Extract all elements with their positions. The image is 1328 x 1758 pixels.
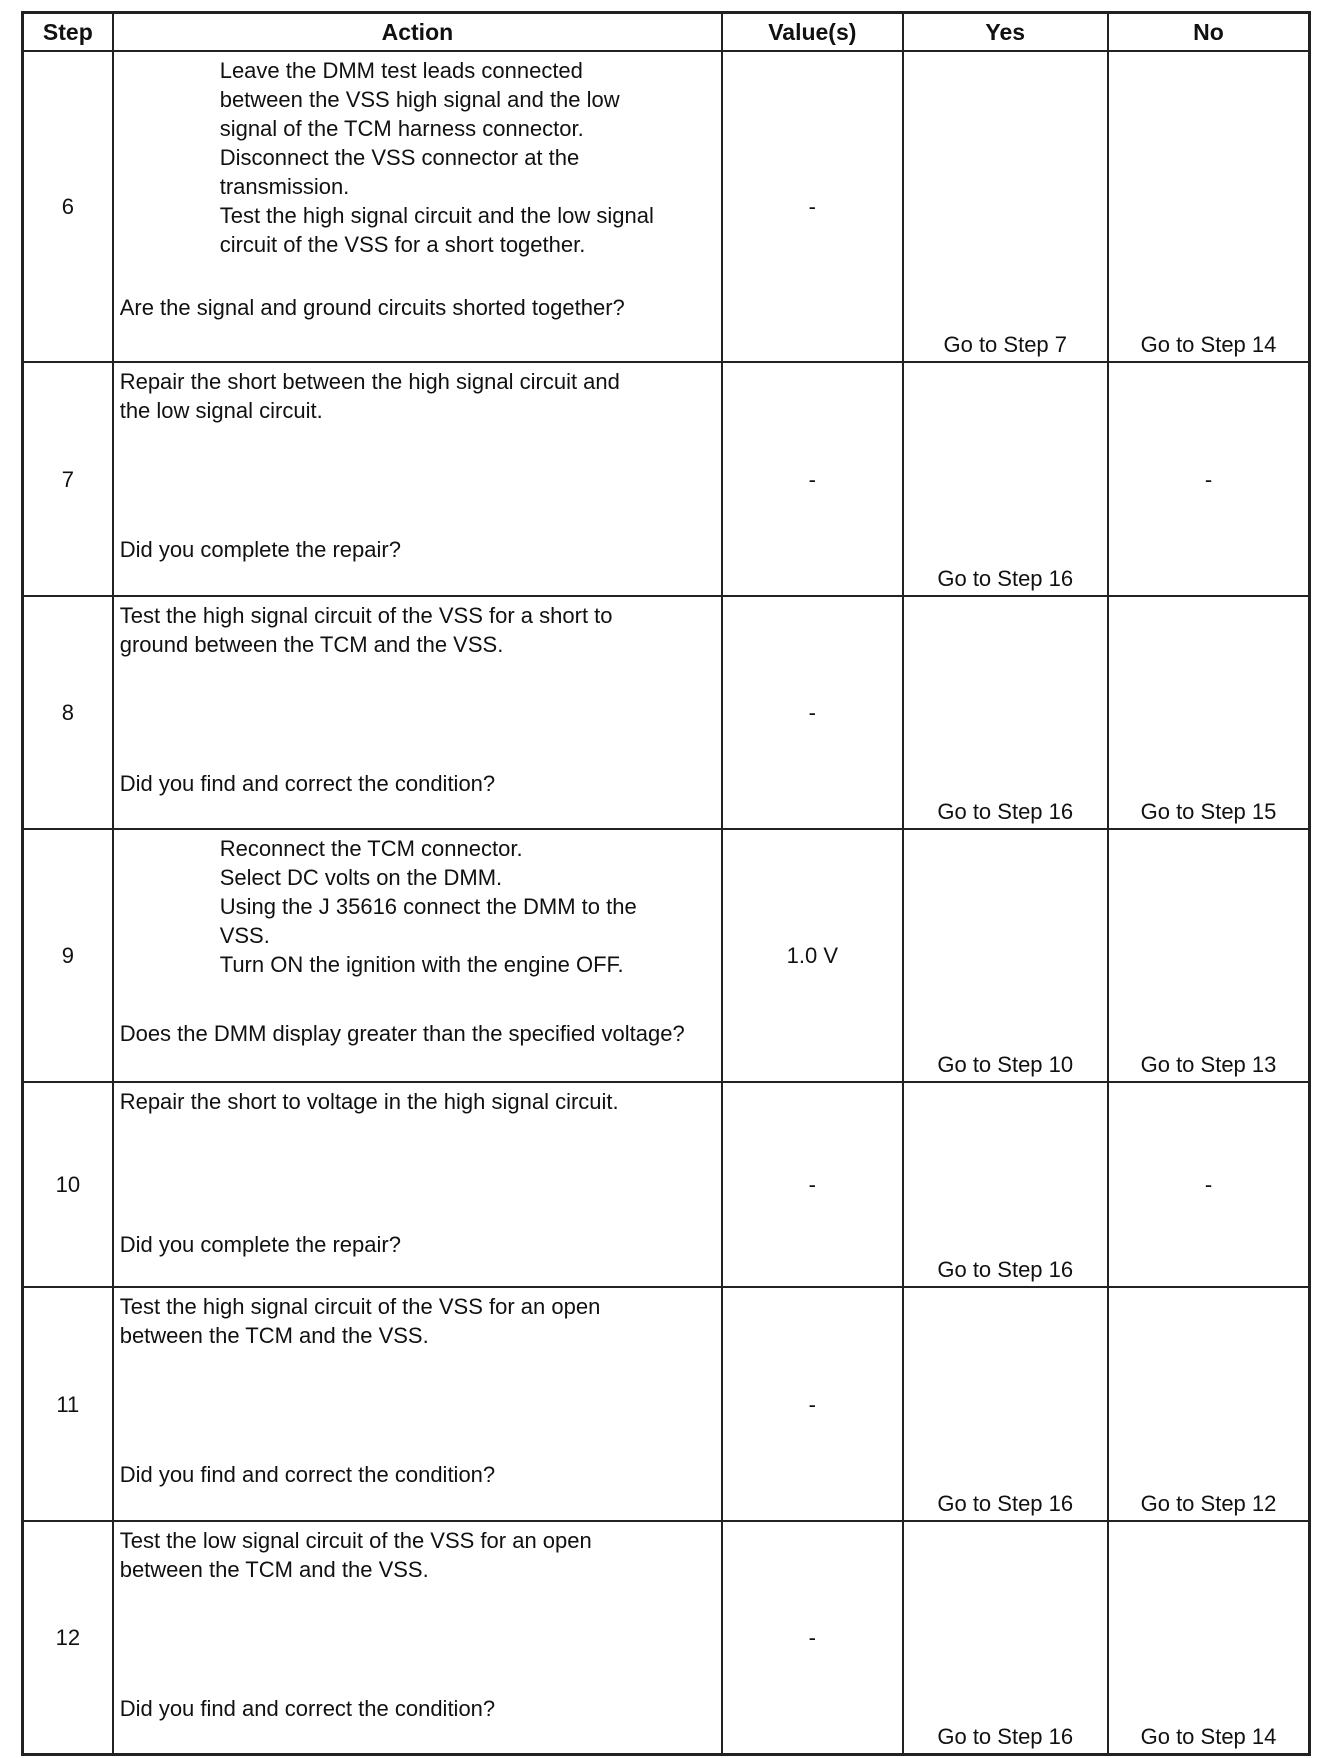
value-cell: 1.0 V — [722, 829, 902, 1082]
yes-outcome: Go to Step 16 — [903, 596, 1108, 830]
action-question: Did you find and correct the condition? — [119, 770, 496, 796]
instruction-line: Test the high signal circuit and the low signal — [219, 203, 654, 228]
action-instructions — [114, 597, 721, 659]
action-instructions — [114, 1288, 721, 1350]
yes-outcome: Go to Step 16 — [903, 1521, 1108, 1755]
instruction-line: between the TCM and the VSS. — [119, 1556, 429, 1582]
instruction-line: circuit of the VSS for a short together. — [219, 232, 586, 257]
diagnostic-steps-table — [21, 11, 1311, 1756]
header-action: Action — [113, 13, 722, 52]
value-cell: - — [722, 51, 902, 362]
no-outcome: - — [1108, 1082, 1310, 1287]
instruction-line: Test the low signal circuit of the VSS for an open — [119, 1527, 592, 1553]
instruction-line: the low signal circuit. — [119, 398, 323, 424]
header-row — [23, 13, 1310, 52]
table-row — [23, 362, 1310, 596]
table-row — [23, 596, 1310, 830]
instruction-line: signal of the TCM harness connector. — [219, 116, 584, 141]
step-number: 12 — [23, 1521, 113, 1755]
instruction-line: between the TCM and the VSS. — [119, 1323, 429, 1349]
instruction-line: VSS. — [219, 923, 270, 949]
action-instructions — [114, 52, 721, 259]
value-cell: - — [722, 1082, 902, 1287]
step-number: 11 — [23, 1287, 113, 1521]
action-instructions — [114, 1083, 721, 1116]
action-cell — [113, 51, 722, 362]
yes-outcome: Go to Step 7 — [903, 51, 1108, 362]
action-cell — [113, 1082, 722, 1287]
yes-outcome: Go to Step 16 — [903, 1082, 1108, 1287]
yes-outcome: Go to Step 16 — [903, 1287, 1108, 1521]
value-cell: - — [722, 362, 902, 596]
value-cell: - — [722, 596, 902, 830]
action-cell — [113, 1521, 722, 1755]
step-number: 7 — [23, 362, 113, 596]
instruction-line: between the VSS high signal and the low — [219, 87, 620, 112]
no-outcome: Go to Step 13 — [1108, 829, 1310, 1082]
table-row — [23, 1082, 1310, 1287]
action-instructions — [114, 1522, 721, 1584]
step-number: 6 — [23, 51, 113, 362]
header-step: Step — [23, 13, 113, 52]
no-outcome: Go to Step 15 — [1108, 596, 1310, 830]
header-values: Value(s) — [722, 13, 902, 52]
action-question: Did you complete the repair? — [119, 537, 401, 563]
no-outcome: - — [1108, 362, 1310, 596]
instruction-line: Reconnect the TCM connector. — [219, 836, 523, 862]
instruction-line: Disconnect the VSS connector at the — [219, 145, 580, 170]
action-cell — [113, 829, 722, 1082]
instruction-line: Turn ON the ignition with the engine OFF. — [219, 952, 624, 978]
step-number: 9 — [23, 829, 113, 1082]
action-instructions — [114, 363, 721, 425]
value-cell: - — [722, 1287, 902, 1521]
action-instructions — [114, 830, 721, 979]
diagnostic-table-page — [21, 11, 1311, 1756]
table-row — [23, 1287, 1310, 1521]
action-question: Are the signal and ground circuits shorted together? — [119, 295, 625, 320]
action-cell — [113, 362, 722, 596]
value-cell: - — [722, 1521, 902, 1755]
step-number: 10 — [23, 1082, 113, 1287]
header-yes: Yes — [903, 13, 1108, 52]
step-number: 8 — [23, 596, 113, 830]
no-outcome: Go to Step 12 — [1108, 1287, 1310, 1521]
table-row — [23, 1521, 1310, 1755]
no-outcome: Go to Step 14 — [1108, 51, 1310, 362]
action-question: Did you find and correct the condition? — [119, 1462, 496, 1488]
instruction-line: transmission. — [219, 174, 350, 199]
action-question: Did you complete the repair? — [119, 1232, 401, 1258]
table-row — [23, 829, 1310, 1082]
instruction-line: Select DC volts on the DMM. — [219, 865, 503, 891]
instruction-line: Repair the short to voltage in the high signal circuit. — [119, 1089, 619, 1115]
action-cell — [113, 1287, 722, 1521]
yes-outcome: Go to Step 16 — [903, 362, 1108, 596]
table-row — [23, 51, 1310, 362]
instruction-line: Repair the short between the high signal circuit and — [119, 369, 620, 395]
instruction-line: Test the high signal circuit of the VSS for a short to — [119, 602, 613, 628]
action-question: Did you find and correct the condition? — [119, 1695, 496, 1721]
header-no: No — [1108, 13, 1310, 52]
instruction-line: Leave the DMM test leads connected — [219, 58, 583, 83]
instruction-line: Test the high signal circuit of the VSS for an open — [119, 1294, 601, 1320]
instruction-line: ground between the TCM and the VSS. — [119, 631, 504, 657]
yes-outcome: Go to Step 10 — [903, 829, 1108, 1082]
instruction-line: Using the J 35616 connect the DMM to the — [219, 894, 637, 920]
action-cell — [113, 596, 722, 830]
action-question: Does the DMM display greater than the specified voltage? — [119, 1021, 685, 1047]
no-outcome: Go to Step 14 — [1108, 1521, 1310, 1755]
